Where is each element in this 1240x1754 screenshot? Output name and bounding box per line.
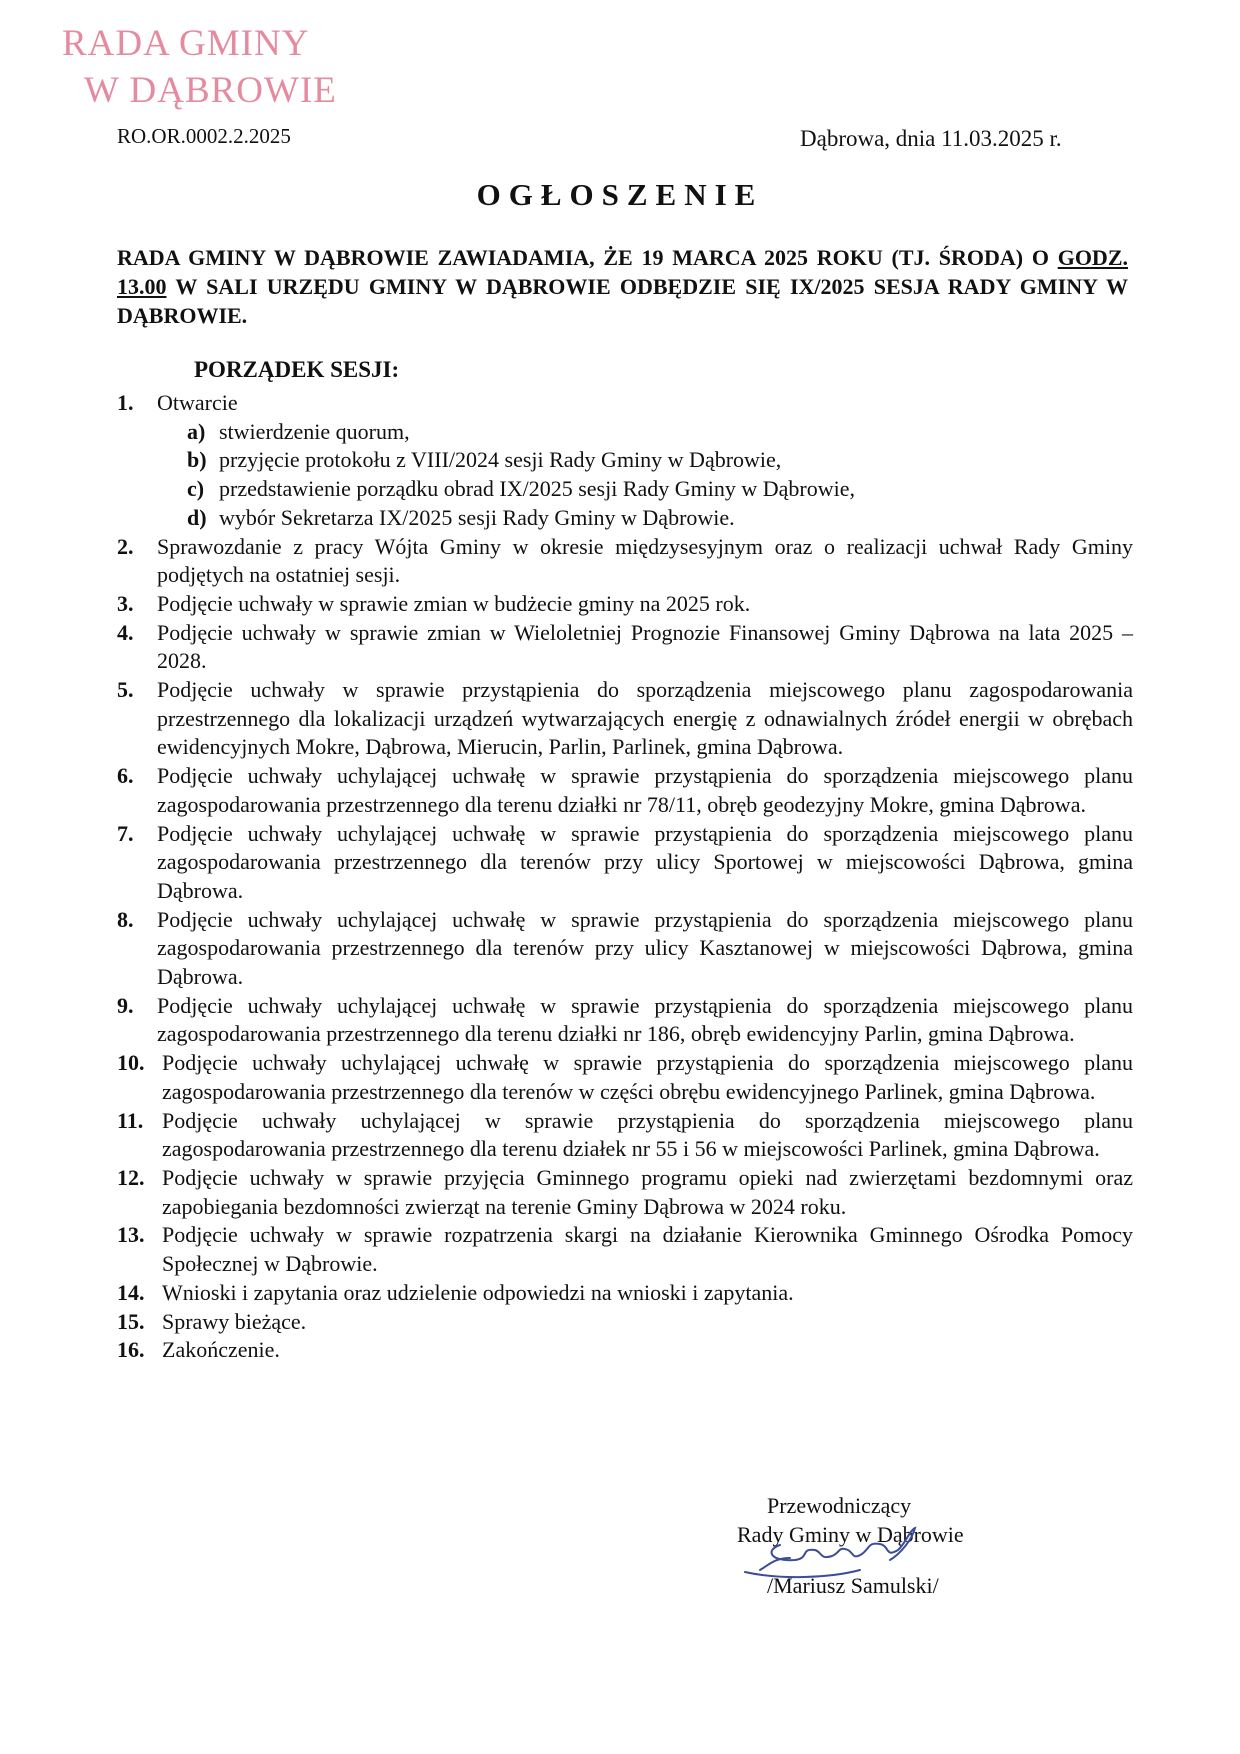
document-title: OGŁOSZENIE: [476, 177, 764, 212]
agenda-item-number: 13.: [117, 1222, 145, 1248]
agenda-item: [117, 590, 1133, 619]
document-date: Dąbrowa, dnia 11.03.2025 r.: [800, 126, 1062, 151]
signatory-organization: Rady Gminy w Dąbrowie: [737, 1522, 964, 1547]
agenda-item: [117, 1107, 1133, 1164]
agenda-item-number: 5.: [117, 677, 134, 703]
stamp-line-2: W DĄBROWIE: [84, 70, 337, 111]
agenda-item-number: 3.: [117, 590, 134, 616]
agenda-item-text: Podjęcie uchwały w sprawie przyjęcia Gminnego programu opieki nad zwierzętami bezdomnymi oraz zapobiegania bezdomności zwierząt na terenie Gminy Dąbrowa w 2024 roku.: [162, 1164, 1133, 1219]
agenda-item: [117, 992, 1133, 1049]
agenda-item-number: 7.: [117, 820, 134, 846]
agenda-item: [117, 820, 1133, 906]
agenda-item: [117, 1164, 1133, 1221]
agenda-item-number: 12.: [117, 1164, 145, 1190]
agenda-item: [117, 389, 1133, 533]
agenda-item: [117, 1308, 1133, 1337]
agenda-item-number: 11.: [117, 1107, 144, 1133]
announcement-part-2: W SALI URZĘDU GMINY W DĄBROWIE ODBĘDZIE SIĘ IX/2025 SESJA RADY GMINY W DĄBROWIE.: [117, 274, 1128, 328]
agenda-sub-text: przedstawienie porządku obrad IX/2025 sesji Rady Gminy w Dąbrowie,: [219, 476, 856, 502]
agenda-item-text: Podjęcie uchwały uchylającej uchwałę w sprawie przystąpienia do sporządzenia miejscowego planu zagospodarowania przestrzennego dla terenu działki nr 186, obręb ewidencyjny Parlin, gmina Dąbrowa.: [157, 992, 1133, 1047]
announcement-time: GODZ. 13.00: [117, 245, 1128, 299]
handwritten-signature: [740, 1520, 940, 1590]
stamp-line-1: RADA GMINY: [62, 23, 310, 64]
agenda-item-number: 4.: [117, 619, 134, 645]
agenda-sub-text: stwierdzenie quorum,: [219, 418, 410, 444]
agenda-item-text: Wnioski i zapytania oraz udzielenie odpowiedzi na wnioski i zapytania.: [162, 1279, 794, 1305]
agenda-item: [117, 906, 1133, 992]
agenda-heading: PORZĄDEK SESJI:: [194, 357, 400, 382]
agenda-list: [117, 389, 1133, 1365]
agenda-item-number: 16.: [117, 1337, 145, 1363]
agenda-item: [117, 1221, 1133, 1278]
signatory-role: Przewodniczący: [767, 1493, 912, 1518]
agenda-item-text: Podjęcie uchwały uchylającej uchwałę w sprawie przystąpienia do sporządzenia miejscowego planu zagospodarowania przestrzennego dla terenów przy ulicy Sportowej w miejscowości Dąbrowa, gmina Dąbrowa.: [157, 820, 1133, 903]
agenda-item-number: 8.: [117, 906, 134, 932]
agenda-sub-text: przyjęcie protokołu z VIII/2024 sesji Rady Gminy w Dąbrowie,: [219, 447, 782, 473]
agenda-item-number: 9.: [117, 992, 134, 1018]
agenda-item-text: Podjęcie uchwały w sprawie przystąpienia do sporządzenia miejscowego planu zagospodarowania przestrzennego dla lokalizacji urządzeń wytwarzających energię z odnawialnych źródeł energii w obrębach ewidencyjnych Mokre, Dąbrowa, Mierucin, Parlin, Parlinek, gmina Dąbrowa.: [157, 677, 1133, 760]
agenda-item-text: Podjęcie uchwały w sprawie zmian w budżecie gminy na 2025 rok.: [157, 590, 751, 616]
agenda-item-text: Podjęcie uchwały uchylającej w sprawie przystąpienia do sporządzenia miejscowego planu zagospodarowania przestrzennego dla terenu działek nr 55 i 56 w miejscowości Parlinek, gmina Dąbrowa.: [162, 1107, 1133, 1162]
signatory-name: /Mariusz Samulski/: [767, 1573, 939, 1598]
agenda-item: [117, 1336, 1133, 1365]
agenda-sub-letter: d): [187, 504, 207, 530]
agenda-item-number: 14.: [117, 1279, 145, 1305]
agenda-item: [117, 676, 1133, 762]
agenda-sub-item: [187, 418, 1133, 447]
agenda-item-text: Sprawozdanie z pracy Wójta Gminy w okresie międzysesyjnym oraz o realizacji uchwał Rady Gminy podjętych na ostatniej sesji.: [157, 533, 1133, 588]
agenda-item: [117, 762, 1133, 819]
agenda-item-number: 10.: [117, 1050, 145, 1076]
agenda-sub-letter: a): [187, 418, 206, 444]
agenda-sub-item: [187, 446, 1133, 475]
council-stamp: [62, 20, 337, 114]
agenda-item-text: Podjęcie uchwały uchylającej uchwałę w sprawie przystąpienia do sporządzenia miejscowego planu zagospodarowania przestrzennego dla terenów przy ulicy Kasztanowej w miejscowości Dąbrowa, gmina Dąbrowa.: [157, 906, 1133, 990]
agenda-item-text: Zakończenie.: [162, 1337, 280, 1363]
agenda-item-text: Podjęcie uchwały w sprawie rozpatrzenia skargi na działanie Kierownika Gminnego Ośrodka Pomocy Społecznej w Dąbrowie.: [162, 1222, 1133, 1277]
reference-number: RO.OR.0002.2.2025: [117, 124, 291, 148]
agenda-item: [117, 1049, 1133, 1106]
signature-stroke: [745, 1528, 915, 1577]
agenda-sub-letter: c): [187, 476, 205, 502]
agenda-item-text: Podjęcie uchwały w sprawie zmian w Wieloletniej Prognozie Finansowej Gminy Dąbrowa na lata 2025 – 2028.: [157, 619, 1133, 674]
agenda-sub-text: wybór Sekretarza IX/2025 sesji Rady Gminy w Dąbrowie.: [219, 504, 735, 530]
agenda-sub-item: [187, 504, 1133, 533]
agenda-item-text: Podjęcie uchwały uchylającej uchwałę w sprawie przystąpienia do sporządzenia miejscowego planu zagospodarowania przestrzennego dla terenu działki nr 78/11, obręb geodezyjny Mokre, gmina Dąbrowa.: [157, 763, 1133, 817]
agenda-sub-letter: b): [187, 447, 207, 473]
agenda-item-text: Sprawy bieżące.: [162, 1308, 307, 1334]
agenda-sub-list: [157, 418, 1133, 533]
agenda-item-number: 1.: [117, 390, 134, 415]
announcement-text: [117, 243, 1128, 330]
agenda-sub-item: [187, 475, 1133, 504]
agenda-item-number: 15.: [117, 1308, 145, 1334]
agenda-item-number: 6.: [117, 763, 134, 789]
agenda-item-number: 2.: [117, 533, 134, 559]
announcement-part-1: RADA GMINY W DĄBROWIE ZAWIADAMIA, ŻE 19 MARCA 2025 ROKU (TJ. ŚRODA) O: [117, 245, 1058, 270]
agenda-item: [117, 533, 1133, 590]
agenda-item: [117, 1279, 1133, 1308]
agenda-item-text: Podjęcie uchwały uchylającej uchwałę w sprawie przystąpienia do sporządzenia miejscowego planu zagospodarowania przestrzennego dla terenów w części obrębu ewidencyjnego Parlinek, gmina Dąbrowa.: [162, 1050, 1133, 1104]
agenda-item-text: Otwarcie: [157, 390, 238, 415]
agenda-item: [117, 619, 1133, 676]
